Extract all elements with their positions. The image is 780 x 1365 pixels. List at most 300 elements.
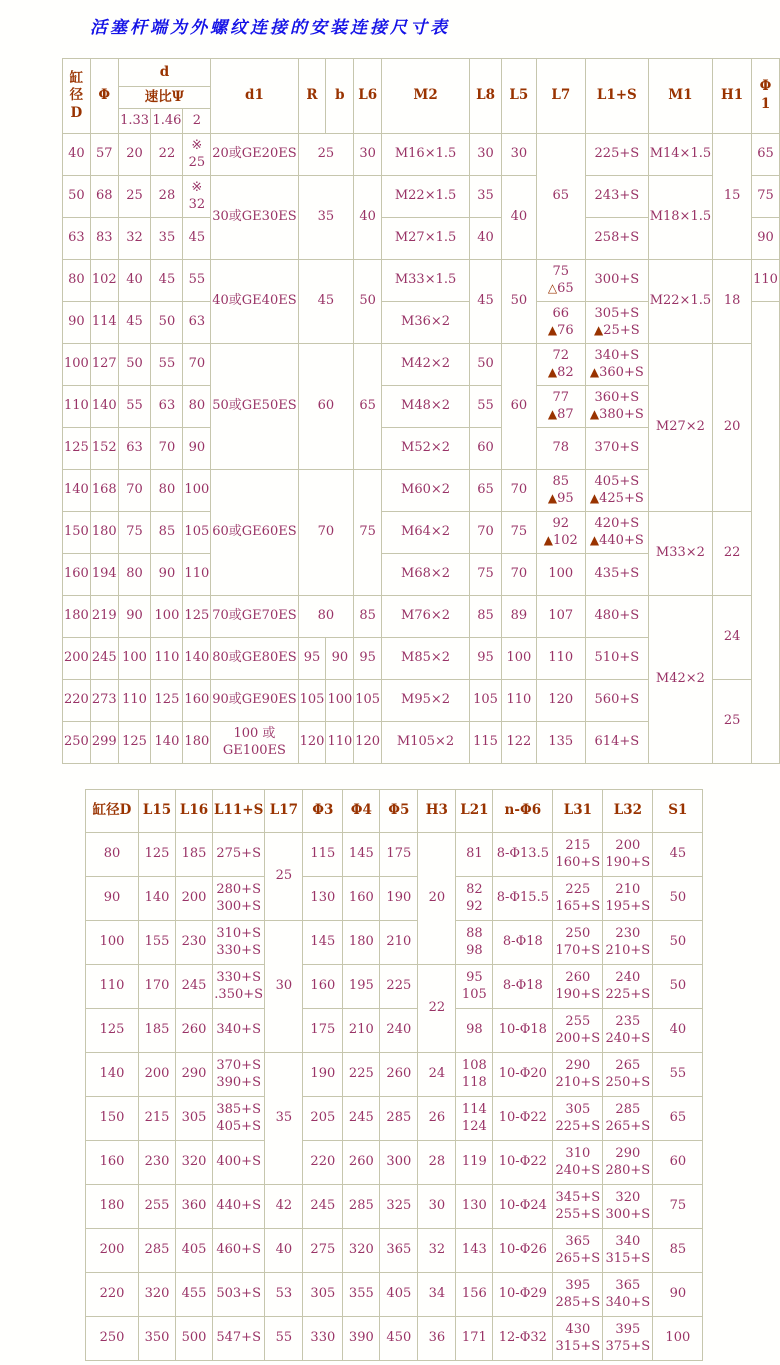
data-cell: 107 (536, 596, 585, 638)
data-cell: 105 (354, 680, 382, 722)
data-cell: 26 (418, 1097, 456, 1141)
data-cell: 290 (176, 1053, 213, 1097)
data-cell: 320 300+S (603, 1185, 653, 1229)
data-cell: 100 (63, 344, 91, 386)
data-cell: 90 (63, 302, 91, 344)
data-cell: 220 (86, 1273, 139, 1317)
triangle-marker-icon: ▲ (589, 364, 600, 379)
data-cell: 370+S 390+S (213, 1053, 265, 1097)
data-cell: 258+S (585, 218, 648, 260)
triangle-marker-icon: ▲ (589, 532, 600, 547)
data-cell: 160 (86, 1141, 139, 1185)
data-cell: 35 (265, 1053, 303, 1185)
data-cell: 156 (456, 1273, 493, 1317)
data-cell: 22 (418, 965, 456, 1053)
header-cell: H1 (713, 59, 752, 134)
data-cell: M42×2 (382, 344, 470, 386)
data-cell: 194 (90, 554, 118, 596)
data-cell: 285 (343, 1185, 380, 1229)
data-cell: 210 195+S (603, 877, 653, 921)
data-cell: 225 (380, 965, 418, 1009)
data-cell: 300 (380, 1141, 418, 1185)
data-cell: 105 (298, 680, 326, 722)
data-cell: 614+S (585, 722, 648, 764)
data-cell: 200 190+S (603, 833, 653, 877)
data-cell: M27×1.5 (382, 218, 470, 260)
data-cell: 80 (183, 386, 211, 428)
data-cell: 1.46 (151, 109, 183, 134)
data-cell: 8-Φ18 (493, 965, 553, 1009)
data-cell: M33×1.5 (382, 260, 470, 302)
data-cell: 35 (298, 176, 354, 260)
data-cell: 503+S (213, 1273, 265, 1317)
data-cell: 50 (653, 877, 703, 921)
data-cell: 50 (118, 344, 151, 386)
data-cell: 230 (139, 1141, 176, 1185)
data-cell: 90 (151, 554, 183, 596)
data-cell: 210 (380, 921, 418, 965)
data-cell: 355 (343, 1273, 380, 1317)
data-cell: 40 (470, 218, 502, 260)
data-cell: 45 (118, 302, 151, 344)
data-cell: 80 (63, 260, 91, 302)
data-cell: 80或GE80ES (211, 638, 298, 680)
data-cell: 340+S (213, 1009, 265, 1053)
data-cell: 250 (86, 1317, 139, 1361)
data-cell: 70 (470, 512, 502, 554)
data-cell: 405+S ▲425+S (585, 470, 648, 512)
data-cell: 100 (151, 596, 183, 638)
data-cell: 75 (653, 1185, 703, 1229)
data-cell: 320 (343, 1229, 380, 1273)
data-cell: 63 (183, 302, 211, 344)
header-cell: Φ5 (380, 790, 418, 833)
data-cell: 225 (343, 1053, 380, 1097)
data-cell: 85 (470, 596, 502, 638)
data-cell: 240 (380, 1009, 418, 1053)
flange-mounting-dimension-table (85, 789, 703, 1361)
data-cell: 155 (139, 921, 176, 965)
triangle-marker-icon: ▲ (547, 322, 558, 337)
data-cell: 385+S 405+S (213, 1097, 265, 1141)
data-cell: 50 (151, 302, 183, 344)
data-cell: 160 (303, 965, 343, 1009)
data-cell: 10-Φ22 (493, 1097, 553, 1141)
data-cell: 310 240+S (553, 1141, 603, 1185)
data-cell: 320 (176, 1141, 213, 1185)
data-cell: 160 (183, 680, 211, 722)
header-cell: b (326, 59, 354, 134)
data-cell: 160 (343, 877, 380, 921)
data-cell: 299 (90, 722, 118, 764)
header-cell: M1 (648, 59, 712, 134)
data-cell: M48×2 (382, 386, 470, 428)
data-cell: 280+S 300+S (213, 877, 265, 921)
data-cell: 175 (303, 1009, 343, 1053)
rod-thread-dimension-table (62, 58, 780, 764)
header-cell: L17 (265, 790, 303, 833)
data-cell: 63 (151, 386, 183, 428)
data-cell: 180 (90, 512, 118, 554)
data-cell: 25 (265, 833, 303, 921)
data-cell: 10-Φ20 (493, 1053, 553, 1097)
data-cell: 240 225+S (603, 965, 653, 1009)
data-cell: 25 (298, 134, 354, 176)
data-cell: M60×2 (382, 470, 470, 512)
data-cell: ※ 32 (183, 176, 211, 218)
data-cell: 75 (118, 512, 151, 554)
data-cell: 50 (653, 921, 703, 965)
data-cell: 185 (139, 1009, 176, 1053)
data-cell: 260 (176, 1009, 213, 1053)
data-cell: 140 (90, 386, 118, 428)
data-cell: 98 (456, 1009, 493, 1053)
data-cell: 55 (183, 260, 211, 302)
triangle-marker-icon: ▲ (547, 406, 558, 421)
data-cell: 65 (470, 470, 502, 512)
data-cell: 255 200+S (553, 1009, 603, 1053)
data-cell: 150 (63, 512, 91, 554)
data-cell: 70 (502, 470, 537, 512)
data-cell: M42×2 (648, 596, 712, 764)
data-cell: 80 (151, 470, 183, 512)
data-cell: 85 (354, 596, 382, 638)
data-cell: 75 (354, 470, 382, 596)
header-cell: Φ 1 (752, 59, 780, 134)
data-cell: 90 (183, 428, 211, 470)
data-cell: 190 (380, 877, 418, 921)
data-cell: 420+S ▲440+S (585, 512, 648, 554)
data-cell: 120 (354, 722, 382, 764)
data-cell: 110 (118, 680, 151, 722)
data-cell: 20 (418, 833, 456, 965)
data-cell: 330+S .350+S (213, 965, 265, 1009)
data-cell: 215 (139, 1097, 176, 1141)
data-cell: 57 (90, 134, 118, 176)
data-cell: 547+S (213, 1317, 265, 1361)
data-cell: 90 (86, 877, 139, 921)
data-cell: 95 (470, 638, 502, 680)
triangle-marker-icon: ▲ (543, 532, 554, 547)
data-cell: 34 (418, 1273, 456, 1317)
data-cell: 125 (151, 680, 183, 722)
header-cell: 缸 径 D (63, 59, 91, 134)
data-cell: 245 (176, 965, 213, 1009)
data-cell: 390 (343, 1317, 380, 1361)
data-cell: 75 (470, 554, 502, 596)
data-cell: 45 (470, 260, 502, 344)
data-cell: 325 (380, 1185, 418, 1229)
data-cell: 55 (653, 1053, 703, 1097)
data-cell: 205 (303, 1097, 343, 1141)
data-cell: M76×2 (382, 596, 470, 638)
data-cell: 45 (653, 833, 703, 877)
header-cell: R (298, 59, 326, 134)
data-cell: 225+S (585, 134, 648, 176)
triangle-marker-icon: ▲ (547, 490, 558, 505)
data-cell: 105 (470, 680, 502, 722)
data-cell: 10-Φ18 (493, 1009, 553, 1053)
data-cell: 50 (63, 176, 91, 218)
data-cell: M14×1.5 (648, 134, 712, 176)
data-cell: 275 (303, 1229, 343, 1273)
data-cell: 135 (536, 722, 585, 764)
header-cell: Φ (90, 59, 118, 134)
data-cell: 53 (265, 1273, 303, 1317)
data-cell: 290 280+S (603, 1141, 653, 1185)
data-cell: 110 (502, 680, 537, 722)
data-cell: 24 (713, 596, 752, 680)
data-cell: 125 (63, 428, 91, 470)
data-cell: 60 (502, 344, 537, 470)
data-cell: 95 (298, 638, 326, 680)
data-cell: M36×2 (382, 302, 470, 344)
data-cell: 45 (298, 260, 354, 344)
data-cell: 350 (139, 1317, 176, 1361)
header-cell: 缸径D (86, 790, 139, 833)
data-cell: 18 (713, 260, 752, 344)
data-cell: 230 210+S (603, 921, 653, 965)
header-cell: d (118, 59, 211, 87)
data-cell: 90 (752, 218, 780, 260)
header-cell: Φ4 (343, 790, 380, 833)
data-cell: M33×2 (648, 512, 712, 596)
data-cell: 50 (470, 344, 502, 386)
data-cell: 65 (354, 344, 382, 470)
data-cell: 63 (118, 428, 151, 470)
data-cell: 10-Φ29 (493, 1273, 553, 1317)
data-cell: 40 (118, 260, 151, 302)
data-cell: 114 (90, 302, 118, 344)
data-cell: 40 (354, 176, 382, 260)
data-cell: 28 (418, 1141, 456, 1185)
data-cell: 60 (470, 428, 502, 470)
data-cell: 40 (265, 1229, 303, 1273)
data-cell: 440+S (213, 1185, 265, 1229)
data-cell: 170 (139, 965, 176, 1009)
data-cell: 275+S (213, 833, 265, 877)
data-cell: 110 (86, 965, 139, 1009)
data-cell: ※ 25 (183, 134, 211, 176)
data-cell: 30 (265, 921, 303, 1053)
data-cell: 200 (176, 877, 213, 921)
header-cell: L32 (603, 790, 653, 833)
data-cell: 115 (470, 722, 502, 764)
data-cell: 77 ▲87 (536, 386, 585, 428)
data-cell: 320 (139, 1273, 176, 1317)
data-cell: 250 170+S (553, 921, 603, 965)
data-cell: 72 ▲82 (536, 344, 585, 386)
data-cell: 125 (183, 596, 211, 638)
data-cell: 10-Φ22 (493, 1141, 553, 1185)
data-cell: 32 (418, 1229, 456, 1273)
data-cell: 305+S ▲25+S (585, 302, 648, 344)
data-cell: 90 (118, 596, 151, 638)
data-cell: M22×1.5 (648, 260, 712, 344)
data-cell: 130 (303, 877, 343, 921)
page-title: 活塞杆端为外螺纹连接的安装连接尺寸表 (90, 18, 450, 38)
data-cell: 200 (139, 1053, 176, 1097)
data-cell: 180 (343, 921, 380, 965)
triangle-marker-icon: ▲ (589, 406, 600, 421)
data-cell: 8-Φ15.5 (493, 877, 553, 921)
data-cell: 83 (90, 218, 118, 260)
data-cell: M105×2 (382, 722, 470, 764)
triangle-marker-icon: △ (547, 280, 558, 295)
data-cell: 75 △65 (536, 260, 585, 302)
data-cell: 245 (90, 638, 118, 680)
data-cell: 265 250+S (603, 1053, 653, 1097)
data-cell: 260 190+S (553, 965, 603, 1009)
data-cell: 395 375+S (603, 1317, 653, 1361)
data-cell: 360+S ▲380+S (585, 386, 648, 428)
data-cell: 110 (536, 638, 585, 680)
data-cell: 110 (63, 386, 91, 428)
data-cell: 450 (380, 1317, 418, 1361)
data-cell: 300+S (585, 260, 648, 302)
data-cell: 114 124 (456, 1097, 493, 1141)
data-cell: 200 (63, 638, 91, 680)
data-cell: 200 (86, 1229, 139, 1273)
data-cell: 60 (298, 344, 354, 470)
data-cell: 405 (176, 1229, 213, 1273)
data-cell: 100 (536, 554, 585, 596)
data-cell: 12-Φ32 (493, 1317, 553, 1361)
triangle-marker-icon: ▲ (547, 364, 558, 379)
data-cell: 273 (90, 680, 118, 722)
data-cell: 430 315+S (553, 1317, 603, 1361)
data-cell: 35 (470, 176, 502, 218)
data-cell: 305 (176, 1097, 213, 1141)
header-cell: d1 (211, 59, 298, 134)
data-cell: 455 (176, 1273, 213, 1317)
data-cell: 152 (90, 428, 118, 470)
data-cell: 50 (502, 260, 537, 344)
data-cell: 220 (303, 1141, 343, 1185)
data-cell: 85 (151, 512, 183, 554)
data-cell: 75 (752, 176, 780, 218)
data-cell: 360 (176, 1185, 213, 1229)
data-cell: 305 (303, 1273, 343, 1317)
data-cell: 100 (118, 638, 151, 680)
data-cell: 65 (536, 134, 585, 260)
data-cell: 60 (653, 1141, 703, 1185)
data-cell: M64×2 (382, 512, 470, 554)
data-cell: 15 (713, 134, 752, 260)
data-cell: 105 (183, 512, 211, 554)
data-cell: 85 ▲95 (536, 470, 585, 512)
data-cell: 20 (713, 344, 752, 512)
data-cell: 510+S (585, 638, 648, 680)
data-cell: 1.33 (118, 109, 151, 134)
data-cell: 10-Φ26 (493, 1229, 553, 1273)
data-cell: 250 (63, 722, 91, 764)
header-cell: L31 (553, 790, 603, 833)
data-cell: 100 (326, 680, 354, 722)
data-cell: 285 (139, 1229, 176, 1273)
data-cell: 171 (456, 1317, 493, 1361)
data-cell: 30 (354, 134, 382, 176)
data-cell: 45 (183, 218, 211, 260)
data-cell: 108 118 (456, 1053, 493, 1097)
data-cell: 130 (456, 1185, 493, 1229)
header-cell: L6 (354, 59, 382, 134)
data-cell: 110 (752, 260, 780, 302)
triangle-marker-icon: ▲ (589, 490, 600, 505)
data-cell: 180 (183, 722, 211, 764)
data-cell: 145 (343, 833, 380, 877)
data-cell: 40 (502, 176, 537, 260)
data-cell: 185 (176, 833, 213, 877)
data-cell: 70 (118, 470, 151, 512)
data-cell: 365 265+S (553, 1229, 603, 1273)
data-cell: 85 (653, 1229, 703, 1273)
data-cell: 245 (343, 1097, 380, 1141)
data-cell: 122 (502, 722, 537, 764)
header-cell: L11+S (213, 790, 265, 833)
data-cell: 30或GE30ES (211, 176, 298, 260)
data-cell: 65 (752, 134, 780, 176)
data-cell: 80 (118, 554, 151, 596)
data-cell: 125 (86, 1009, 139, 1053)
data-cell: 220 (63, 680, 91, 722)
data-cell: 235 240+S (603, 1009, 653, 1053)
header-cell: L21 (456, 790, 493, 833)
header-cell: L5 (502, 59, 537, 134)
data-cell: 400+S (213, 1141, 265, 1185)
data-cell: 365 340+S (603, 1273, 653, 1317)
data-cell: 460+S (213, 1229, 265, 1273)
data-cell: 285 (380, 1097, 418, 1141)
data-cell: 290 210+S (553, 1053, 603, 1097)
data-cell: 243+S (585, 176, 648, 218)
data-cell: 36 (418, 1317, 456, 1361)
data-cell: 365 (380, 1229, 418, 1273)
data-cell: 30 (470, 134, 502, 176)
data-cell: 140 (86, 1053, 139, 1097)
data-cell: 70或GE70ES (211, 596, 298, 638)
data-cell: 480+S (585, 596, 648, 638)
data-cell: 45 (151, 260, 183, 302)
header-cell: L1+S (585, 59, 648, 134)
data-cell: 28 (151, 176, 183, 218)
data-cell: 115 (303, 833, 343, 877)
data-cell: 100 (653, 1317, 703, 1361)
data-cell: M85×2 (382, 638, 470, 680)
header-cell: Φ3 (303, 790, 343, 833)
data-cell: 140 (183, 638, 211, 680)
data-cell: 102 (90, 260, 118, 302)
data-cell: M16×1.5 (382, 134, 470, 176)
data-cell: 22 (151, 134, 183, 176)
data-cell: 35 (151, 218, 183, 260)
data-cell: 55 (151, 344, 183, 386)
data-cell: 20 (118, 134, 151, 176)
data-cell: 190 (303, 1053, 343, 1097)
data-cell: M95×2 (382, 680, 470, 722)
data-cell: 370+S (585, 428, 648, 470)
data-cell: 60或GE60ES (211, 470, 298, 596)
data-cell: 100 (86, 921, 139, 965)
data-cell: 22 (713, 512, 752, 596)
data-cell: 78 (536, 428, 585, 470)
data-cell: 140 (151, 722, 183, 764)
data-cell: 120 (536, 680, 585, 722)
data-cell: M27×2 (648, 344, 712, 512)
data-cell: 25 (713, 680, 752, 764)
data-cell: 140 (63, 470, 91, 512)
data-cell: 70 (502, 554, 537, 596)
